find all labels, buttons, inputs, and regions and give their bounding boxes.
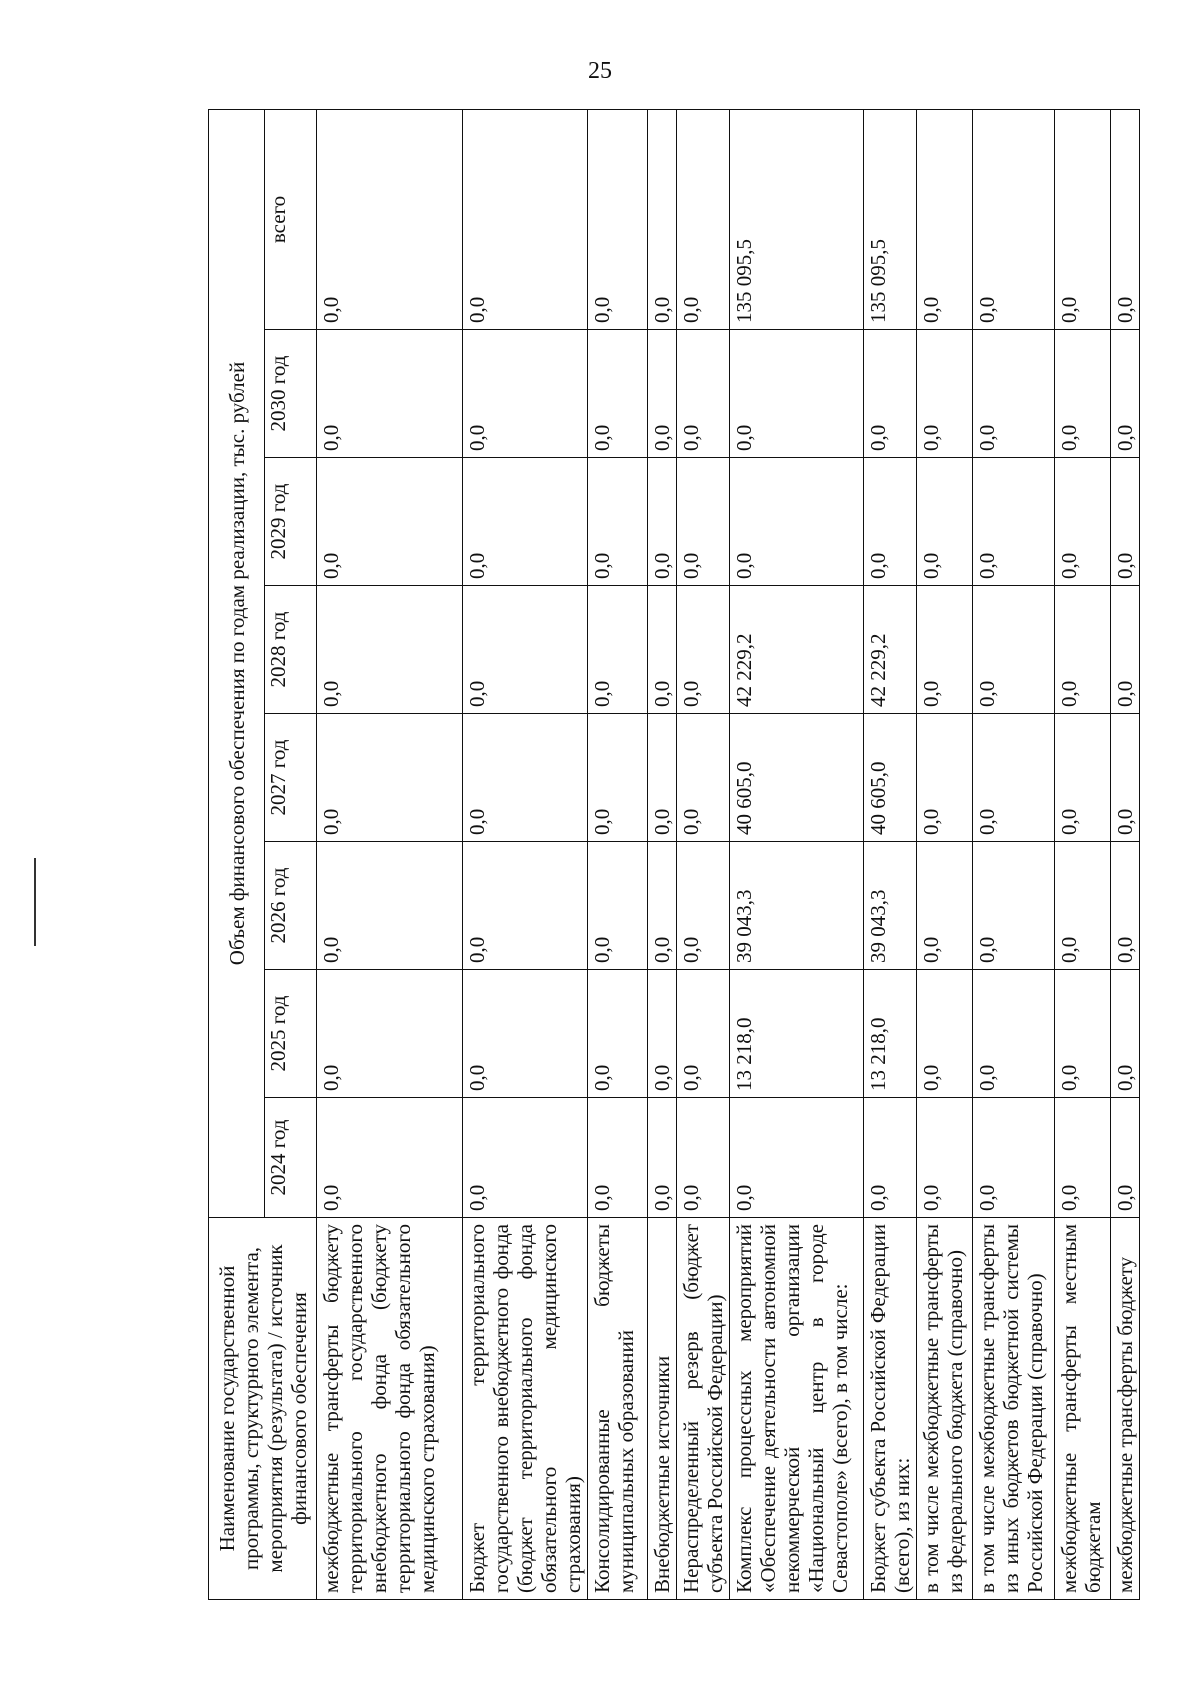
row-name: Бюджет территориального государственного внебюджетного фонда (бюджет территориального фонда обязательного медицинского страхования) [463,1218,588,1600]
row-value: 0,0 [973,109,1055,329]
header-year: 2029 год [265,458,317,586]
row-value: 0,0 [588,842,648,970]
row-value: 135 095,5 [864,109,917,329]
row-value: 0,0 [730,330,864,458]
row-value: 0,0 [317,970,463,1098]
row-value: 0,0 [973,1098,1055,1218]
row-value: 0,0 [917,458,973,586]
row-name: в том числе межбюджетные трансферты из иных бюджетов бюджетной системы Российской Федерации (справочно) [973,1218,1055,1600]
row-value: 0,0 [1055,714,1111,842]
table-row [1055,109,1111,1599]
page-number: 25 [588,58,612,84]
row-value: 0,0 [864,1098,917,1218]
row-value: 0,0 [648,330,677,458]
row-value: 0,0 [648,109,677,329]
row-value: 0,0 [463,109,588,329]
row-value: 0,0 [648,842,677,970]
row-value: 0,0 [917,330,973,458]
row-value: 0,0 [677,330,730,458]
row-value: 0,0 [588,970,648,1098]
row-value: 0,0 [973,970,1055,1098]
table-row [648,109,677,1599]
table-row [677,109,730,1599]
table-row [317,109,463,1599]
row-value: 0,0 [917,1098,973,1218]
row-name: Нераспределенный резерв (бюджет субъекта Российской Федерации) [677,1218,730,1600]
row-value: 0,0 [588,458,648,586]
row-value: 0,0 [1111,970,1140,1098]
header-year: 2030 год [265,330,317,458]
row-value: 13 218,0 [864,970,917,1098]
row-value: 0,0 [648,1098,677,1218]
row-name: межбюджетные трансферты бюджету территориального государственного внебюджетного фонда (бюджету территориального фонда обязательного медицинского страхования) [317,1218,463,1600]
row-name: Комплекс процессных мероприятий «Обеспечение деятельности автономной некоммерческой организации «Национальный центр в городе Севастополе» (всего), в том числе: [730,1218,864,1600]
table-row [463,109,588,1599]
row-value: 0,0 [677,970,730,1098]
header-volume: Объем финансового обеспечения по годам реализации, тыс. рублей [209,109,265,1217]
row-value: 0,0 [463,970,588,1098]
row-value: 0,0 [677,586,730,714]
row-value: 0,0 [463,330,588,458]
row-value: 0,0 [1111,1098,1140,1218]
row-value: 0,0 [588,109,648,329]
row-value: 0,0 [588,586,648,714]
row-value: 0,0 [973,842,1055,970]
row-value: 0,0 [677,714,730,842]
row-value: 0,0 [677,458,730,586]
row-value: 0,0 [1111,586,1140,714]
row-value: 0,0 [1055,330,1111,458]
row-value: 0,0 [1111,714,1140,842]
row-value: 0,0 [1055,109,1111,329]
row-value: 0,0 [1055,458,1111,586]
table-row [973,109,1055,1599]
row-value: 0,0 [588,330,648,458]
row-value: 0,0 [677,842,730,970]
header-year: 2024 год [265,1098,317,1218]
header-year: всего [265,109,317,329]
row-name: Внебюджетные источники [648,1218,677,1600]
row-value: 0,0 [463,714,588,842]
row-value: 0,0 [317,330,463,458]
row-value: 0,0 [463,1098,588,1218]
table-row [917,109,973,1599]
row-value: 0,0 [588,1098,648,1218]
row-name: межбюджетные трансферты местным бюджетам [1055,1218,1111,1600]
row-value: 0,0 [463,586,588,714]
row-value: 0,0 [677,1098,730,1218]
row-value: 0,0 [317,714,463,842]
row-value: 0,0 [973,330,1055,458]
row-value: 0,0 [973,714,1055,842]
scan-margin-mark [34,858,36,946]
row-name: межбюджетные трансферты бюджету [1111,1218,1140,1600]
financing-table [208,109,1140,1600]
row-value: 0,0 [730,1098,864,1218]
rotated-table-container [208,110,1138,1600]
row-value: 0,0 [917,842,973,970]
row-value: 0,0 [648,970,677,1098]
table-row [1111,109,1140,1599]
row-value: 0,0 [730,458,864,586]
row-value: 0,0 [1055,842,1111,970]
row-value: 0,0 [864,330,917,458]
row-value: 0,0 [1111,842,1140,970]
row-value: 0,0 [917,586,973,714]
header-year: 2025 год [265,970,317,1098]
row-value: 0,0 [1055,586,1111,714]
row-value: 0,0 [973,586,1055,714]
row-value: 0,0 [917,714,973,842]
row-value: 42 229,2 [864,586,917,714]
row-value: 0,0 [648,714,677,842]
row-value: 42 229,2 [730,586,864,714]
row-value: 0,0 [463,458,588,586]
table-row [864,109,917,1599]
row-value: 135 095,5 [730,109,864,329]
row-value: 0,0 [317,458,463,586]
row-name: Бюджет субъекта Российской Федерации (всего), из них: [864,1218,917,1600]
row-name: в том числе межбюджетные трансферты из федерального бюджета (справочно) [917,1218,973,1600]
header-year: 2027 год [265,714,317,842]
header-year: 2028 год [265,586,317,714]
row-value: 0,0 [1111,458,1140,586]
header-year: 2026 год [265,842,317,970]
row-value: 0,0 [317,586,463,714]
row-value: 0,0 [973,458,1055,586]
row-value: 0,0 [648,586,677,714]
row-value: 0,0 [463,842,588,970]
row-value: 0,0 [1055,1098,1111,1218]
table-row [588,109,648,1599]
row-value: 0,0 [677,109,730,329]
row-value: 0,0 [648,458,677,586]
row-value: 0,0 [317,1098,463,1218]
row-name: Консолидированные бюджеты муниципальных образований [588,1218,648,1600]
row-value: 0,0 [317,109,463,329]
row-value: 0,0 [1111,330,1140,458]
row-value: 0,0 [1055,970,1111,1098]
row-value: 0,0 [1111,109,1140,329]
row-value: 13 218,0 [730,970,864,1098]
row-value: 0,0 [864,458,917,586]
header-name: Наименование государственной программы, структурного элемента, мероприятия (результата) / источник финансового обеспечения [209,1218,317,1600]
row-value: 0,0 [917,970,973,1098]
row-value: 0,0 [317,842,463,970]
table-row [730,109,864,1599]
row-value: 0,0 [917,109,973,329]
row-value: 39 043,3 [730,842,864,970]
row-value: 0,0 [588,714,648,842]
row-value: 40 605,0 [730,714,864,842]
row-value: 39 043,3 [864,842,917,970]
row-value: 40 605,0 [864,714,917,842]
